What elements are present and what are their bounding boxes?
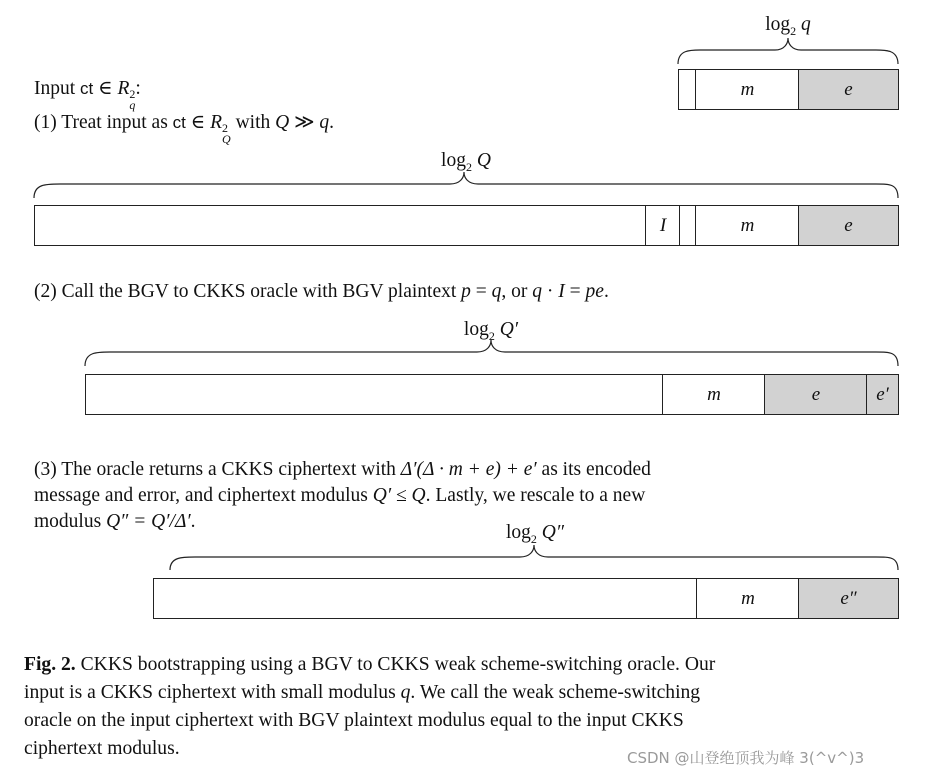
log-var: q <box>801 14 811 35</box>
ct-symbol: ct <box>80 79 94 98</box>
var: q <box>400 682 411 703</box>
step-3-line-3 <box>34 512 196 532</box>
text: as its encoded <box>536 459 651 480</box>
text: . We call the weak scheme-switching <box>410 682 701 703</box>
sup: 2 <box>129 87 136 101</box>
op: = <box>470 281 492 302</box>
text: . <box>190 511 196 532</box>
brace-label-log-q <box>765 14 811 36</box>
step-2-text <box>34 282 609 302</box>
var: q <box>319 112 330 133</box>
op: = <box>564 281 586 302</box>
op: ≫ <box>289 112 320 133</box>
sup: 2 <box>222 121 229 135</box>
log-var: Q <box>476 150 491 171</box>
watermark: CSDN @山登绝顶我为峰 3(^v^)3 <box>627 749 865 767</box>
in-symbol: ∈ <box>185 112 211 133</box>
cell-m: m <box>696 579 799 618</box>
text: (1) Treat input as <box>34 112 173 133</box>
in-symbol: ∈ <box>93 78 118 99</box>
var: p <box>461 281 471 302</box>
text: Input <box>34 78 81 99</box>
var: Q <box>275 112 290 133</box>
text: message and error, and ciphertext modulus <box>34 485 373 506</box>
text: . <box>329 112 334 133</box>
text: with <box>230 112 276 133</box>
var: q <box>491 281 502 302</box>
ring-symbol: R <box>210 112 223 133</box>
caption-line-3: oracle on the input ciphertext with BGV plaintext modulus equal to the input CKKS <box>24 710 684 731</box>
log-base: 2 <box>465 159 472 174</box>
ciphertext-bar-input <box>678 69 899 110</box>
cell-e: e <box>798 70 898 109</box>
brace-log-Q-prime <box>85 340 898 366</box>
log-base: 2 <box>488 328 495 343</box>
caption-line-2 <box>24 683 700 703</box>
math-expr: Δ′(Δ · m + e) + e′ <box>400 459 537 480</box>
ciphertext-bar-Q-prime <box>85 374 899 415</box>
log-text: log <box>463 319 489 340</box>
step-1-text <box>34 113 334 145</box>
input-line <box>34 79 141 111</box>
cell-I: I <box>645 206 680 245</box>
cell-gap <box>679 206 696 245</box>
cell-e: e <box>798 206 898 245</box>
brace-log-Q <box>34 172 898 198</box>
cell-e-double-prime: e″ <box>798 579 898 618</box>
math-expr: Q′ ≤ Q <box>372 485 426 506</box>
cell-e: e <box>764 375 867 414</box>
cell-m: m <box>662 375 765 414</box>
math-expr: Q″ = Q′/Δ′ <box>106 511 191 532</box>
var: q <box>532 281 543 302</box>
caption-line-4: ciphertext modulus. <box>24 738 180 759</box>
text: , or <box>501 281 533 302</box>
op: · <box>542 281 559 302</box>
sub: q <box>129 98 136 112</box>
ciphertext-bar-Q-double-prime <box>153 578 899 619</box>
step-3-line-1 <box>34 460 651 480</box>
text: . <box>603 281 609 302</box>
cell-m: m <box>695 70 799 109</box>
cell-e-prime: e′ <box>866 375 898 414</box>
text: input is a CKKS ciphertext with small modulus <box>24 682 401 703</box>
brace-log-Q-double-prime <box>170 545 898 570</box>
brace-label-log-Q-prime <box>464 319 518 341</box>
text: (3) The oracle returns a CKKS ciphertext with <box>34 459 401 480</box>
var: I <box>558 281 565 302</box>
cell-m: m <box>695 206 799 245</box>
ring-symbol: R <box>117 78 130 99</box>
log-base: 2 <box>530 531 537 546</box>
log-var: Q″ <box>541 522 565 543</box>
caption-line-1 <box>24 655 715 675</box>
brace-log-q <box>678 38 898 64</box>
text: : <box>135 78 141 99</box>
ct-symbol: ct <box>172 113 186 132</box>
log-text: log <box>765 14 791 35</box>
brace-label-log-Q <box>441 150 491 172</box>
log-text: log <box>441 150 466 171</box>
var: pe <box>585 281 604 302</box>
ciphertext-bar-Q <box>34 205 899 246</box>
text: CKKS bootstrapping using a BGV to CKKS weak scheme-switching oracle. Our <box>75 654 716 675</box>
text: . Lastly, we rescale to a new <box>425 485 646 506</box>
log-var: Q′ <box>499 319 519 340</box>
log-text: log <box>505 522 531 543</box>
log-base: 2 <box>790 23 797 38</box>
text: (2) Call the BGV to CKKS oracle with BGV plaintext <box>34 281 462 302</box>
brace-label-log-Q-double-prime <box>506 522 564 544</box>
text: modulus <box>34 511 107 532</box>
caption-label: Fig. 2. <box>24 654 76 675</box>
step-3-line-2 <box>34 486 645 506</box>
sub: Q <box>222 132 231 146</box>
